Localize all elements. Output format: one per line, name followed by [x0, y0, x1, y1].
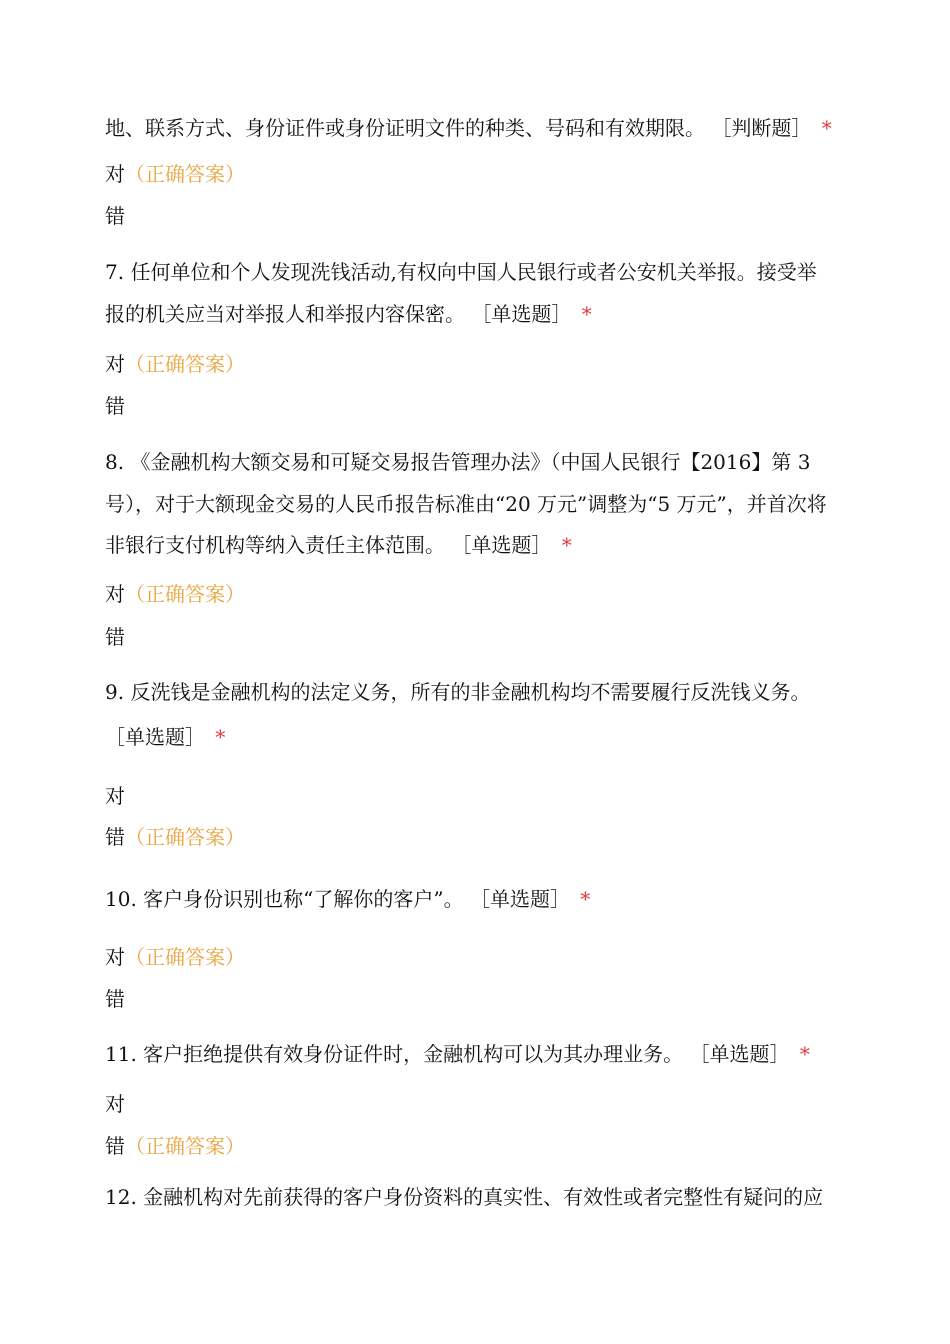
question-type-tag: ［单选题］ [105, 725, 205, 749]
question-6-line-1: 地、联系方式、身份证件或身份证明文件的种类、号码和有效期限。 [105, 116, 705, 140]
question-6-text [105, 115, 832, 141]
option-label: 错 [105, 987, 125, 1011]
question-10-line-1 [105, 886, 590, 912]
question-8-line-2: 号），对于大额现金交易的人民币报告标准由“20 万元”调整为“5 万元”，并首次将 [105, 492, 827, 516]
correct-answer-marker: （正确答案） [125, 582, 245, 606]
question-11-text: 11. 客户拒绝提供有效身份证件时，金融机构可以为其办理业务。 [105, 1042, 684, 1066]
correct-answer-marker: （正确答案） [125, 825, 245, 849]
option-label: 错 [105, 625, 125, 649]
option-label: 错 [105, 1134, 125, 1158]
q6-option-true[interactable] [105, 161, 245, 187]
question-8-line-3 [105, 532, 572, 558]
question-12-line-1: 12. 金融机构对先前获得的客户身份资料的真实性、有效性或者完整性有疑问的应 [105, 1185, 824, 1209]
question-7-line-1: 7. 任何单位和个人发现洗钱活动,有权向中国人民银行或者公安机关举报。接受举 [105, 260, 817, 284]
correct-answer-marker: （正确答案） [125, 1134, 245, 1158]
required-star: * [580, 887, 591, 911]
required-star: * [561, 533, 572, 557]
question-10-text: 10. 客户身份识别也称“了解你的客户”。 [105, 887, 464, 911]
required-star: * [581, 302, 592, 326]
option-label: 错 [105, 394, 125, 418]
question-7-text: 报的机关应当对举报人和举报内容保密。 [105, 302, 465, 326]
correct-answer-marker: （正确答案） [125, 162, 245, 186]
question-7-line-2 [105, 301, 592, 327]
question-type-tag: ［单选题］ [469, 887, 570, 911]
option-label: 对 [105, 945, 125, 969]
q11-option-true[interactable] [105, 1091, 125, 1117]
q6-option-false[interactable] [105, 203, 125, 229]
q7-option-false[interactable] [105, 393, 125, 419]
required-star: * [799, 1042, 810, 1066]
option-label: 对 [105, 582, 125, 606]
question-type-tag: ［单选题］ [689, 1042, 790, 1066]
question-9-line-2 [105, 724, 225, 750]
required-star: * [215, 725, 226, 749]
q9-option-true[interactable] [105, 783, 125, 809]
correct-answer-marker: （正确答案） [125, 352, 245, 376]
q7-option-true[interactable] [105, 351, 245, 377]
option-label: 错 [105, 825, 125, 849]
correct-answer-marker: （正确答案） [125, 945, 245, 969]
question-type-tag: ［单选题］ [451, 533, 552, 557]
q8-option-true[interactable] [105, 581, 245, 607]
option-label: 对 [105, 784, 125, 808]
question-11-line-1 [105, 1041, 810, 1067]
question-type-tag: ［单选题］ [471, 302, 572, 326]
q8-option-false[interactable] [105, 624, 125, 650]
option-label: 错 [105, 204, 125, 228]
option-label: 对 [105, 1092, 125, 1116]
q10-option-false[interactable] [105, 986, 125, 1012]
question-9-line-1: 9. 反洗钱是金融机构的法定义务，所有的非金融机构均不需要履行反洗钱义务。 [105, 680, 811, 704]
question-8-line-1: 8. 《金融机构大额交易和可疑交易报告管理办法》（中国人民银行【2016】第 3 [105, 450, 811, 474]
q10-option-true[interactable] [105, 944, 245, 970]
q9-option-false[interactable] [105, 824, 245, 850]
required-star: * [821, 116, 832, 140]
question-8-text: 非银行支付机构等纳入责任主体范围。 [105, 533, 445, 557]
option-label: 对 [105, 352, 125, 376]
question-type-tag: ［判断题］ [711, 116, 812, 140]
q11-option-false[interactable] [105, 1133, 245, 1159]
option-label: 对 [105, 162, 125, 186]
